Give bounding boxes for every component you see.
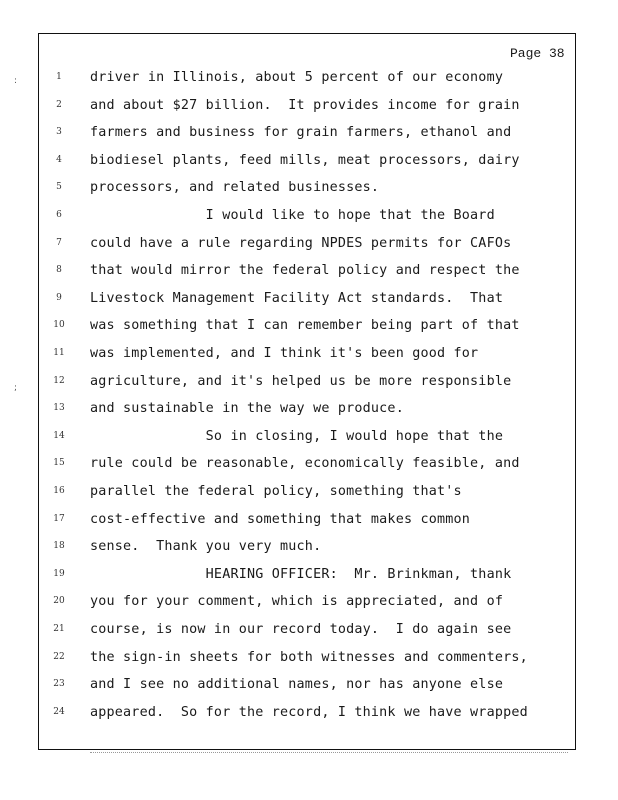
line-text: biodiesel plants, feed mills, meat processors, dairy: [90, 152, 520, 168]
line-text: appeared. So for the record, I think we have wrapped: [90, 704, 528, 720]
transcript-line: [0, 263, 618, 291]
transcript-line: [0, 677, 618, 705]
line-text: you for your comment, which is appreciated, and of: [90, 594, 504, 610]
bottom-rule: [90, 752, 568, 754]
line-text: parallel the federal policy, something that's: [90, 484, 462, 499]
transcript-line: [0, 70, 618, 98]
line-text: I would like to hope that the Board: [90, 208, 495, 223]
transcript-line: [0, 650, 618, 678]
transcript-line: [0, 346, 618, 374]
line-number: 21: [53, 624, 65, 634]
line-text: sense. Thank you very much.: [90, 539, 322, 555]
transcript-line: [0, 318, 618, 346]
line-number: 10: [53, 320, 65, 331]
line-text: rule could be reasonable, economically feasible, and: [90, 456, 520, 472]
transcript-line: [0, 98, 618, 126]
transcript-line: [0, 512, 618, 540]
line-number: 16: [53, 486, 65, 496]
line-number: 14: [53, 430, 65, 441]
line-text: that would mirror the federal policy and respect the: [90, 263, 520, 279]
line-number: 13: [53, 403, 65, 414]
transcript-line: [0, 153, 618, 181]
transcript-line: [0, 567, 618, 595]
line-number: 1: [56, 72, 62, 82]
line-text: cost-effective and something that makes common: [90, 511, 471, 527]
transcript-line: [0, 401, 618, 429]
line-number: 19: [53, 568, 65, 579]
line-number: 5: [56, 182, 62, 193]
transcript-line: [0, 180, 618, 208]
line-text: was implemented, and I think it's been good for: [90, 346, 479, 361]
line-text: course, is now in our record today. I do again see: [90, 622, 512, 637]
line-number: 3: [56, 127, 62, 138]
line-text: driver in Illinois, about 5 percent of our economy: [90, 70, 504, 85]
line-text: could have a rule regarding NPDES permits for CAFOs: [90, 235, 512, 251]
line-number: 4: [56, 154, 62, 165]
line-number: 20: [53, 596, 65, 607]
line-number: 8: [56, 265, 62, 276]
line-number: 2: [56, 99, 62, 110]
line-number: 23: [53, 679, 65, 690]
transcript-line: [0, 236, 618, 264]
transcript-line: [0, 429, 618, 457]
line-number: 11: [53, 348, 65, 358]
line-text: and sustainable in the way we produce.: [90, 401, 404, 417]
line-number: 12: [53, 375, 65, 386]
line-number: 6: [56, 210, 62, 220]
line-text: So in closing, I would hope that the: [90, 428, 504, 444]
line-text: and I see no additional names, nor has anyone else: [90, 677, 504, 693]
line-number: 7: [56, 237, 62, 248]
line-number: 17: [53, 513, 65, 524]
line-number: 22: [53, 651, 65, 662]
page-number: Page 38: [510, 46, 565, 61]
transcript-line: [0, 456, 618, 484]
line-number: 18: [53, 541, 65, 552]
margin-mark: :: [14, 76, 18, 86]
line-number: 15: [53, 458, 65, 469]
line-text: and about $27 billion. It provides income for grain: [90, 97, 520, 113]
transcript-line: [0, 125, 618, 153]
transcript-line: [0, 484, 618, 512]
line-text: processors, and related businesses.: [90, 180, 380, 196]
line-text: agriculture, and it's helped us be more responsible: [90, 373, 512, 389]
margin-mark: ;: [14, 383, 18, 393]
line-number: 24: [53, 706, 65, 717]
transcript-line: [0, 374, 618, 402]
transcript-line: [0, 594, 618, 622]
line-text: was something that I can remember being part of that: [90, 318, 520, 334]
line-text: the sign-in sheets for both witnesses and commenters,: [90, 649, 528, 665]
line-text: farmers and business for grain farmers, ethanol and: [90, 125, 512, 141]
transcript-line: [0, 539, 618, 567]
transcript-line: [0, 208, 618, 236]
transcript-line: [0, 622, 618, 650]
transcript-line: [0, 705, 618, 733]
transcript-line: [0, 291, 618, 319]
line-text: Livestock Management Facility Act standards. That: [90, 290, 504, 306]
line-text: HEARING OFFICER: Mr. Brinkman, thank: [90, 566, 512, 582]
line-number: 9: [56, 292, 62, 303]
